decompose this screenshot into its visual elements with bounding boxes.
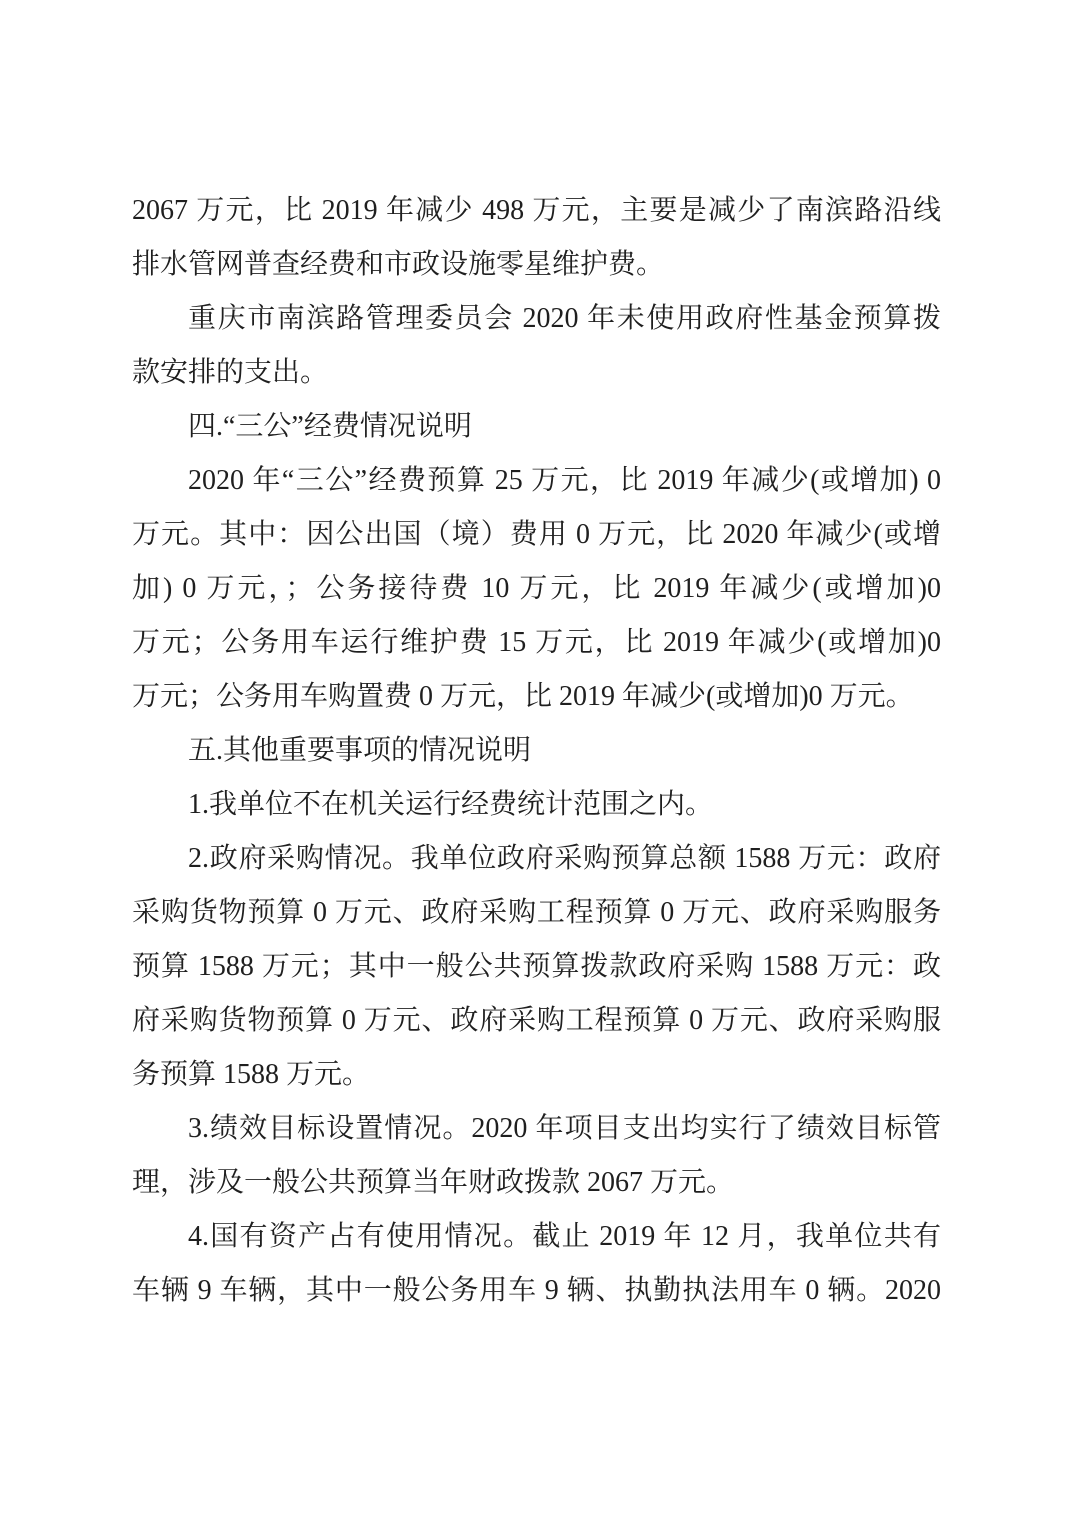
text-line: 理，涉及一般公共预算当年财政拨款 2067 万元。 bbox=[132, 1167, 735, 1198]
text-line: 府采购货物预算 0 万元、政府采购工程预算 0 万元、政府采购服 bbox=[132, 1005, 941, 1036]
text-line: 2.政府采购情况。我单位政府采购预算总额 1588 万元：政府 bbox=[188, 843, 941, 874]
text-line: 排水管网普查经费和市政设施零星维护费。 bbox=[132, 249, 665, 280]
text-line: 2067 万元，比 2019 年减少 498 万元，主要是减少了南滨路沿线 bbox=[132, 195, 941, 226]
text-line: 万元；公务用车购置费 0 万元，比 2019 年减少(或增加)0 万元。 bbox=[132, 681, 914, 712]
text-line: 4.国有资产占有使用情况。截止 2019 年 12 月，我单位共有 bbox=[188, 1221, 941, 1252]
text-line: 车辆 9 车辆，其中一般公务用车 9 辆、执勤执法用车 0 辆。2020 bbox=[132, 1275, 941, 1306]
text-line: 款安排的支出。 bbox=[132, 357, 329, 388]
text-line: 2020 年“三公”经费预算 25 万元，比 2019 年减少(或增加) 0 bbox=[188, 465, 941, 496]
text-line: 重庆市南滨路管理委员会 2020 年未使用政府性基金预算拨 bbox=[188, 303, 941, 334]
text-line: 万元；公务用车运行维护费 15 万元，比 2019 年减少(或增加)0 bbox=[132, 627, 941, 658]
section-heading-line: 四.“三公”经费情况说明 bbox=[188, 411, 472, 442]
text-line: 3.绩效目标设置情况。2020 年项目支出均实行了绩效目标管 bbox=[188, 1113, 941, 1144]
text-line: 务预算 1588 万元。 bbox=[132, 1059, 371, 1090]
section-heading-line: 五.其他重要事项的情况说明 bbox=[188, 735, 532, 766]
text-line: 加) 0 万元，；公务接待费 10 万元，比 2019 年减少(或增加)0 bbox=[132, 573, 941, 604]
text-line: 万元。其中：因公出国（境）费用 0 万元，比 2020 年减少(或增 bbox=[132, 519, 941, 550]
text-block bbox=[132, 184, 941, 1318]
text-line: 预算 1588 万元；其中一般公共预算拨款政府采购 1588 万元：政 bbox=[132, 951, 941, 982]
text-line: 1.我单位不在机关运行经费统计范围之内。 bbox=[188, 789, 714, 820]
text-line: 采购货物预算 0 万元、政府采购工程预算 0 万元、政府采购服务 bbox=[132, 897, 941, 928]
